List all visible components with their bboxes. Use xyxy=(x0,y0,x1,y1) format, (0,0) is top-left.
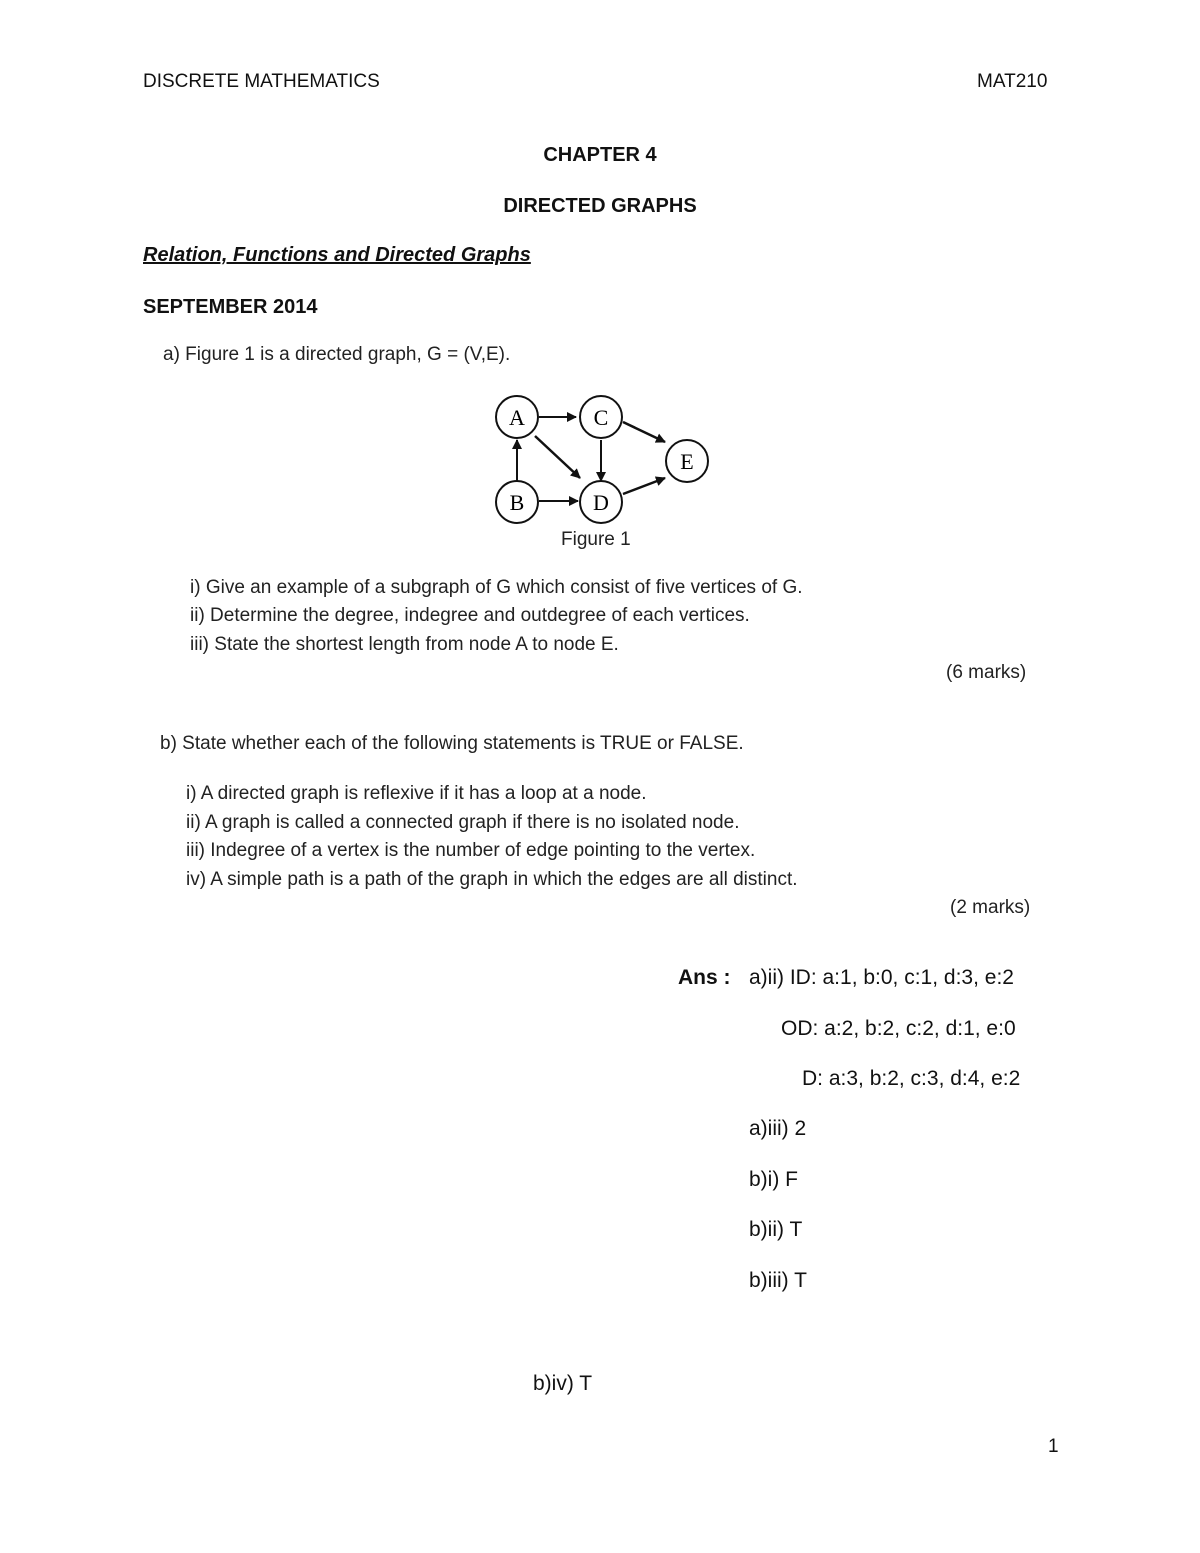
part-b-question-2: ii) A graph is called a connected graph if there is no isolated node. xyxy=(186,812,740,833)
edge-a-d xyxy=(535,436,580,478)
edge-d-e xyxy=(623,478,665,494)
answer-line-2: OD: a:2, b:2, c:2, d:1, e:0 xyxy=(781,1017,1016,1040)
part-b-question-1: i) A directed graph is reflexive if it has a loop at a node. xyxy=(186,783,647,804)
figure-caption: Figure 1 xyxy=(561,529,631,550)
answer-line-7: b)iii) T xyxy=(749,1269,807,1292)
svg-text:E: E xyxy=(680,449,694,474)
part-a-question-1: i) Give an example of a subgraph of G which consist of five vertices of G. xyxy=(190,577,803,598)
part-b-marks: (2 marks) xyxy=(950,897,1031,918)
answer-line-1: a)ii) ID: a:1, b:0, c:1, d:3, e:2 xyxy=(749,966,1014,989)
answer-line-4: a)iii) 2 xyxy=(749,1117,807,1140)
answer-label: Ans : xyxy=(678,966,731,989)
directed-graph-figure xyxy=(480,390,730,530)
svg-text:D: D xyxy=(593,490,609,515)
node-b xyxy=(496,481,538,523)
exam-session: SEPTEMBER 2014 xyxy=(143,296,318,318)
header-course-code: MAT210 xyxy=(977,71,1048,92)
answer-line-5: b)i) F xyxy=(749,1168,798,1191)
answer-line-3: D: a:3, b:2, c:3, d:4, e:2 xyxy=(802,1067,1021,1090)
page-number: 1 xyxy=(1048,1436,1059,1457)
answer-line-8: b)iv) T xyxy=(533,1372,593,1395)
svg-text:B: B xyxy=(509,490,525,515)
svg-text:A: A xyxy=(509,405,525,430)
node-c xyxy=(580,396,622,438)
part-a-question-3: iii) State the shortest length from node A to node E. xyxy=(190,634,619,655)
part-b-question-4: iv) A simple path is a path of the graph in which the edges are all distinct. xyxy=(186,869,798,890)
chapter-number: CHAPTER 4 xyxy=(543,144,657,166)
node-d xyxy=(580,481,622,523)
part-a-marks: (6 marks) xyxy=(946,662,1027,683)
part-b-intro: b) State whether each of the following statements is TRUE or FALSE. xyxy=(160,733,744,754)
part-b-question-3: iii) Indegree of a vertex is the number of edge pointing to the vertex. xyxy=(186,840,756,861)
node-a xyxy=(496,396,538,438)
answer-line-6: b)ii) T xyxy=(749,1218,803,1241)
node-e xyxy=(666,440,708,482)
svg-text:C: C xyxy=(593,405,609,430)
header-course-title: DISCRETE MATHEMATICS xyxy=(143,71,380,92)
part-a-intro: a) Figure 1 is a directed graph, G = (V,E). xyxy=(163,344,511,365)
part-a-question-2: ii) Determine the degree, indegree and outdegree of each vertices. xyxy=(190,605,750,626)
chapter-title: DIRECTED GRAPHS xyxy=(503,195,697,217)
section-title: Relation, Functions and Directed Graphs xyxy=(143,244,531,266)
edge-c-e xyxy=(623,422,665,442)
